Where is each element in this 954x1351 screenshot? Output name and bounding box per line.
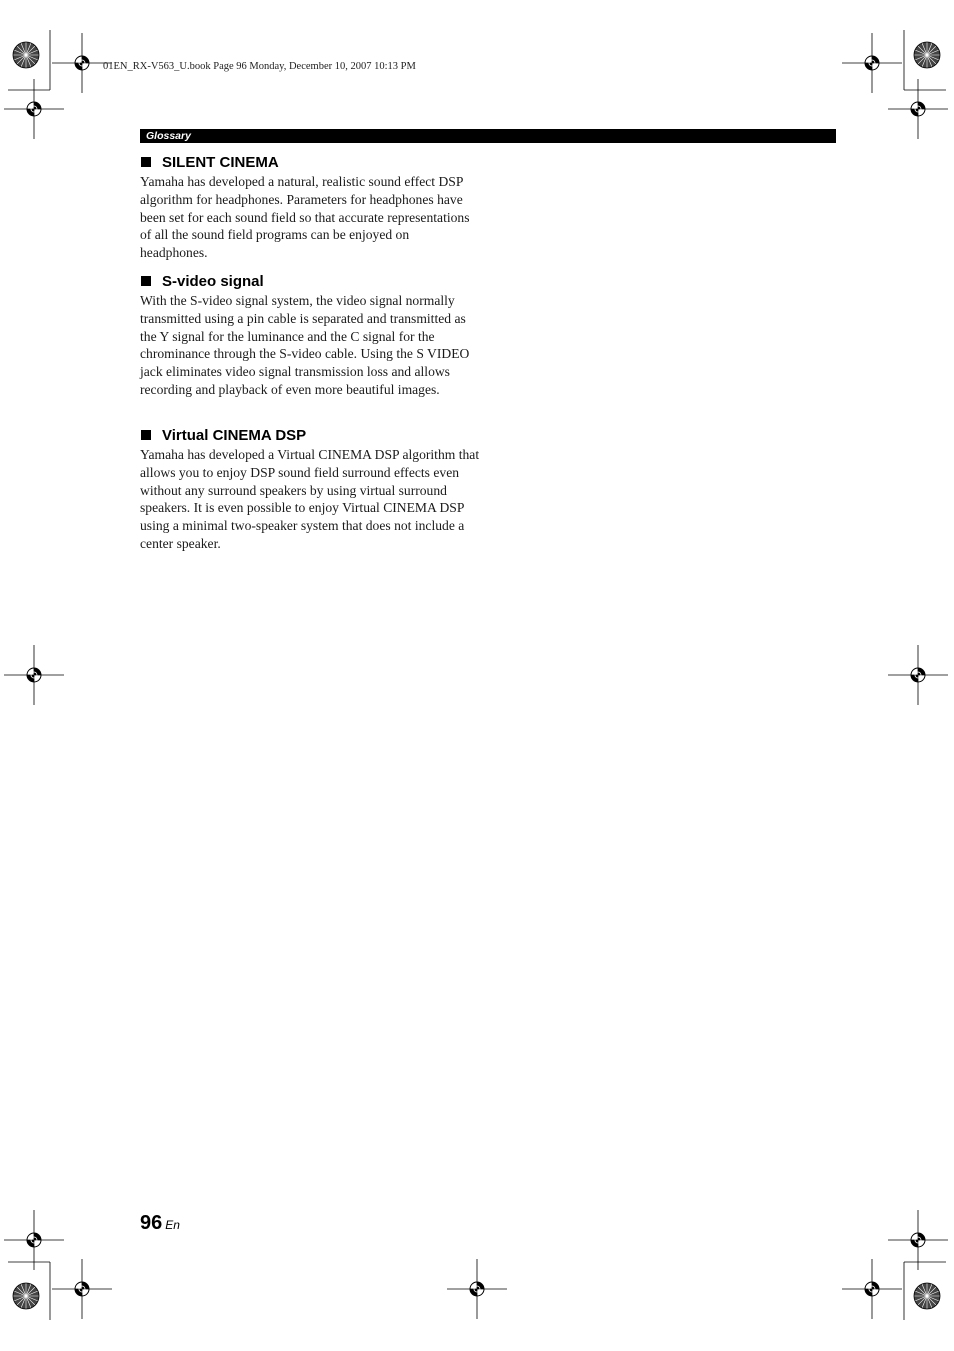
page-number: 96 En [140,1212,180,1234]
glossary-entry-virtual-cinema-dsp [140,426,480,553]
print-slug: 01EN_RX-V563_U.book Page 96 Monday, December 10, 2007 10:13 PM [103,61,416,72]
entry-body: Yamaha has developed a Virtual CINEMA DSP algorithm that allows you to enjoy DSP sound field surround effects even without any surround speakers by using virtual surround speakers. It is even possible to enjoy Virtual CINEMA DSP using a minimal two-speaker system that does not include a center speaker. [140,447,480,551]
starburst-bottom-left [13,1283,39,1309]
starburst-bottom-right [914,1283,940,1309]
registration-target-left-upper [4,79,64,139]
registration-target-bottom-left [52,1259,112,1319]
entry-heading: Virtual CINEMA DSP [140,426,480,446]
entry-body: With the S-video signal system, the video signal normally transmitted using a pin cable is separated and transmitted as the Y signal for the luminance and the C signal for the chrominance through the S-video cable. Using the S VIDEO jack eliminates video signal transmission loss and allows recording and playback of even more beautiful images. [140,293,470,397]
square-bullet-icon [141,276,151,286]
entry-heading: SILENT CINEMA [140,153,480,173]
registration-target-left-lower [4,1210,64,1270]
registration-target-bottom-center [447,1259,507,1319]
entry-heading: S-video signal [140,272,480,292]
starburst-top-right [914,42,940,68]
registration-target-left-middle [4,645,64,705]
section-header-bar [140,129,836,143]
registration-target-bottom-right [842,1259,902,1319]
section-title: Glossary [146,130,191,142]
registration-target-right-lower [888,1210,948,1270]
starburst-top-left [13,42,39,68]
glossary-entry-silent-cinema [140,153,480,262]
glossary-entry-s-video-signal [140,272,480,399]
square-bullet-icon [141,430,151,440]
registration-target-right-upper [888,79,948,139]
registration-target-top-right [842,33,902,93]
entry-body: Yamaha has developed a natural, realistic sound effect DSP algorithm for headphones. Parameters for headphones have been set for each sound field so that accurate representations of all the sound field programs can be enjoyed on headphones. [140,174,470,261]
registration-target-right-middle [888,645,948,705]
language-code: En [165,1218,180,1232]
square-bullet-icon [141,157,151,167]
